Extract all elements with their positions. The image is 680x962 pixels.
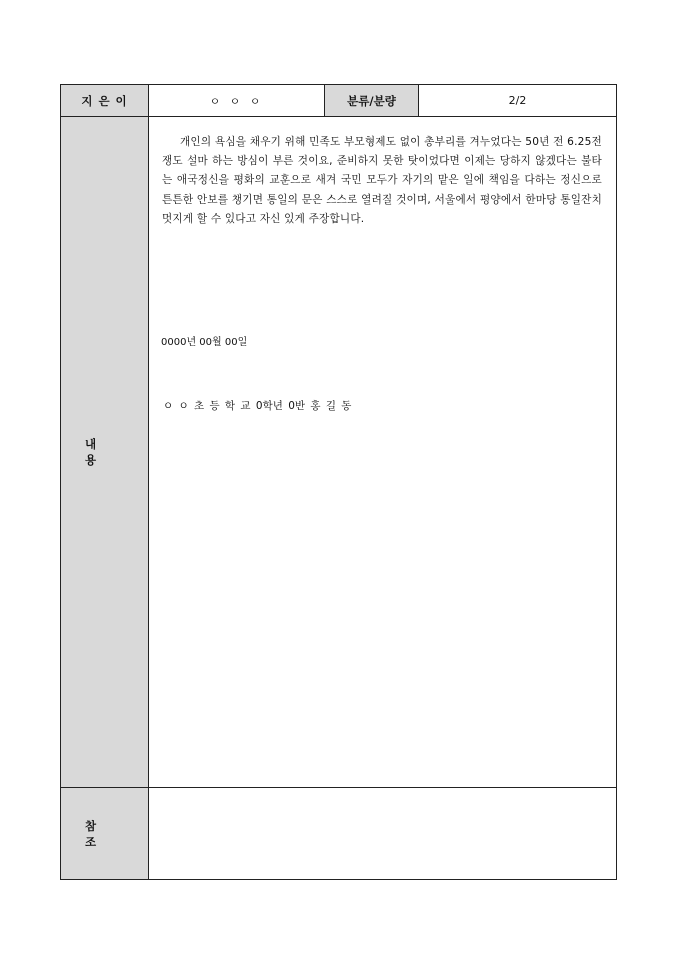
content-date: 0000년 00월 00일 bbox=[161, 337, 248, 348]
content-body bbox=[149, 117, 616, 788]
category-label: 분류/분량 bbox=[325, 85, 419, 117]
category-value: 2/2 bbox=[419, 85, 616, 117]
author-value: ㅇ ㅇ ㅇ bbox=[149, 85, 325, 117]
reference-body bbox=[149, 788, 616, 879]
essay-form-table bbox=[60, 84, 617, 880]
reference-label: 참 조 bbox=[61, 788, 149, 879]
author-label: 지 은 이 bbox=[61, 85, 149, 117]
content-label: 내 용 bbox=[61, 117, 149, 788]
content-signature: ㅇ ㅇ 초 등 학 교 0학년 0반 홍 길 동 bbox=[163, 400, 352, 412]
content-paragraph: 개인의 욕심을 채우기 위해 민족도 부모형제도 없이 총부리를 겨누었다는 50년 전 6.25전쟁도 설마 하는 방심이 부른 것이요, 준비하지 못한 탓이었다면 이제는 당하지 않겠다는 불타는 애국정신을 평화의 교훈으로 새겨 국민 모두가 자기의 맡은 일에 책임을 다하는 정신으로 튼튼한 안보를 챙기면 통일의 문은 스스로 열려질 것이며, 서울에서 평양에서 한마당 통일잔치 멋지게 할 수 있다고 자신 있게 주장합니다. bbox=[162, 136, 602, 225]
